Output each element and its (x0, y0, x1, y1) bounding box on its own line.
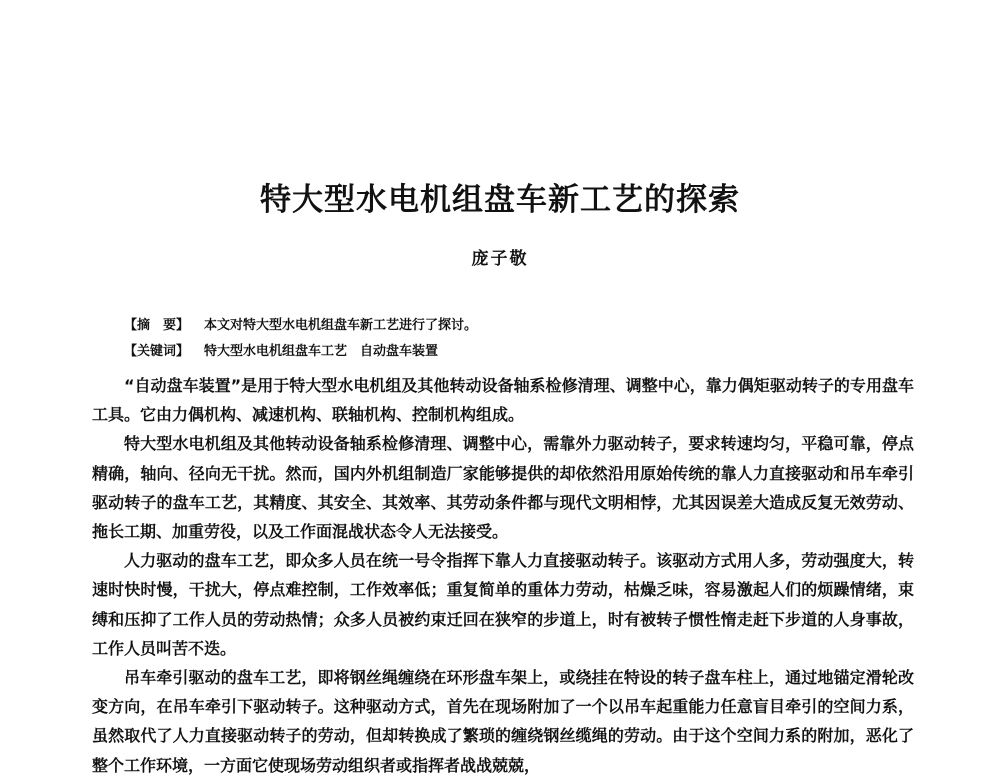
body-text (92, 371, 914, 780)
keywords-text: 特大型水电机组盘车工艺 自动盘车装置 (204, 344, 439, 359)
paper-title: 特大型水电机组盘车新工艺的探索 (260, 182, 740, 218)
paragraph: 特大型水电机组及其他转动设备轴系检修清理、调整中心，需靠外力驱动转子，要求转速均匀，平稳可靠，停点精确，轴向、径向无干扰。然而，国内外机组制造厂家能够提供的却依然沿用原始传统的靠人力直接驱动和吊车牵引驱动转子的盘车工艺，其精度、其安全、其效率、其劳动条件都与现代文明相悖，尤其因误差大造成反复无效劳动、拖长工期、加重劳役，以及工作面混战状态令人无法接受。 (92, 434, 914, 542)
keywords (124, 340, 438, 359)
abstract-text: 本文对特大型水电机组盘车新工艺进行了探讨。 (204, 318, 478, 333)
paragraph: 吊车牵引驱动的盘车工艺，即将钢丝绳缠绕在环形盘车架上，或绕挂在特设的转子盘车柱上，通过地锚定滑轮改变方向，在吊车牵引下驱动转子。这种驱动方式，首先在现场附加了一个以吊车起重能力任意盲目牵引的空间力系，虽然取代了人力直接驱动转子的劳动，但却转换成了繁琐的缠绕钢丝缆绳的劳动。由于这个空间力系的附加，恶化了整个工作环境，一方面它使现场劳动组织者或指挥者战战兢兢， (92, 668, 914, 775)
abstract (124, 314, 477, 333)
paragraph: “自动盘车装置”是用于特大型水电机组及其他转动设备轴系检修清理、调整中心，靠力偶矩驱动转子的专用盘车工具。它由力偶机构、减速机构、联轴机构、控制机构组成。 (92, 376, 914, 425)
abstract-label: 【摘 要】 (124, 318, 190, 333)
paragraph: 人力驱动的盘车工艺，即众多人员在统一号令指挥下靠人力直接驱动转子。该驱动方式用人多，劳动强度大，转速时快时慢，干扰大，停点难控制，工作效率低；重复简单的重体力劳动，枯燥乏味，容易激起人们的烦躁情绪，束缚和压抑了工作人员的劳动热情；众多人员被约束迁回在狭窄的步道上，时有被转子惯性惰走赶下步道的人身事故，工作人员叫苦不迭。 (92, 551, 914, 658)
author-name: 庞子敬 (471, 249, 529, 269)
keywords-label: 【关键词】 (124, 344, 190, 359)
